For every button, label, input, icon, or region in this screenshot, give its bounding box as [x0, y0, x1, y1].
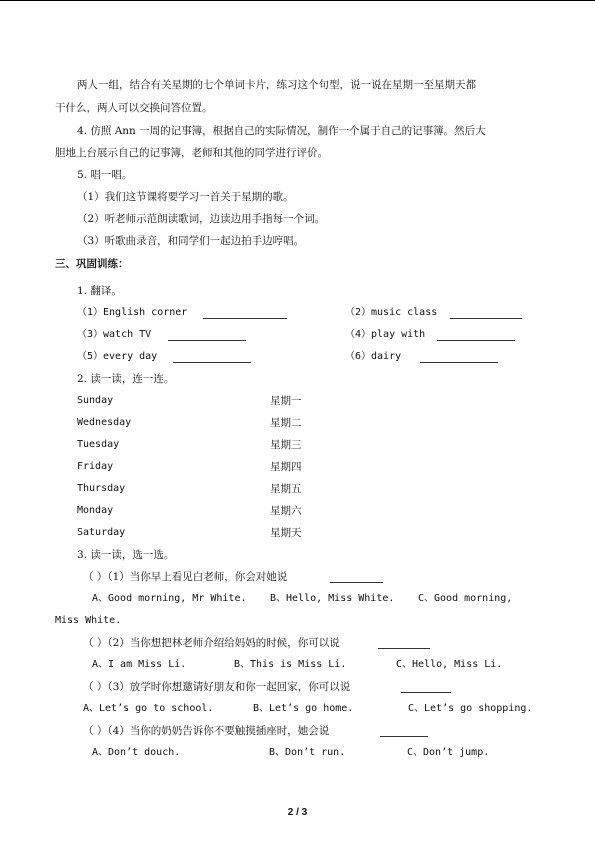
q3-question-3-stem: （ ）（3）放学时你想邀请好朋友和你一起回家，你可以说	[83, 681, 351, 693]
q3-question-2-option-b[interactable]: B、This is Miss Li.	[234, 659, 347, 670]
q1-title: 1. 翻译。	[77, 285, 122, 297]
q1-answer-blank-5[interactable]	[173, 362, 251, 363]
q2-word-thursday[interactable]: Thursday	[77, 483, 126, 494]
q3-question-2-stem: （ ）（2）当你想把林老师介绍给妈妈的时候，你可以说	[83, 637, 340, 649]
para-pair-work-line1: 两人一组，结合有关星期的七个单词卡片，练习这个句型，说一说在星期一至星期天都	[77, 79, 476, 91]
para-pair-work-line2: 干什么，两人可以交换问答位置。	[55, 102, 213, 114]
q1-item-6: （6）dairy	[345, 351, 402, 362]
q3-question-4-option-a[interactable]: A、Don’t douch.	[92, 747, 181, 758]
para-5-item-3: （3）听歌曲录音，和同学们一起边拍手边哼唱。	[77, 235, 305, 247]
q1-answer-blank-4[interactable]	[437, 340, 515, 341]
q3-question-3-option-c[interactable]: C、Let’s go shopping.	[408, 703, 533, 714]
q3-question-2-blank[interactable]	[378, 648, 430, 649]
q3-question-4-option-c[interactable]: C、Don’t jump.	[407, 747, 490, 758]
q3-question-3-blank[interactable]	[401, 692, 451, 693]
q2-word-wednesday[interactable]: Wednesday	[77, 417, 132, 428]
q1-item-5: （5）every day	[77, 351, 158, 362]
q1-item-2: （2）music class	[345, 307, 438, 318]
q3-question-1-option-c-wrap: Miss White.	[55, 615, 122, 626]
q2-word-sunday[interactable]: Sunday	[77, 395, 114, 406]
q2-word-tuesday[interactable]: Tuesday	[77, 439, 120, 450]
para-5-title: 5. 唱一唱。	[77, 169, 133, 181]
q3-question-2-option-a[interactable]: A、I am Miss Li.	[92, 659, 187, 670]
q1-answer-blank-3[interactable]	[168, 340, 246, 341]
q3-title: 3. 读一读，选一选。	[77, 549, 175, 561]
para-4-line1: 4. 仿照 Ann 一周的记事簿，根据自己的实际情况，制作一个属于自己的记事簿。然后大	[77, 125, 486, 137]
q3-question-1-option-c[interactable]: C、Good morning,	[418, 593, 513, 604]
q3-question-4-stem: （ ）（4）当你的奶奶告诉你不要触摸插座时，她会说	[83, 725, 330, 737]
q2-cn-monday[interactable]: 星期一	[270, 395, 302, 407]
q2-cn-thursday[interactable]: 星期四	[270, 461, 302, 473]
q3-question-1-option-a[interactable]: A、Good morning, Mr White.	[92, 593, 247, 604]
para-5-item-1: （1）我们这节课将要学习一首关于星期的歌。	[77, 191, 294, 203]
q3-question-3-option-b[interactable]: B、Let’s go home.	[253, 703, 354, 714]
q1-item-1: （1）English corner	[77, 307, 188, 318]
q1-item-3: （3）watch TV	[77, 329, 152, 340]
q2-word-friday[interactable]: Friday	[77, 461, 114, 472]
para-4-line2: 胆地上台展示自己的记事簿，老师和其他的同学进行评价。	[55, 147, 328, 159]
q2-cn-friday[interactable]: 星期五	[270, 483, 302, 495]
q3-question-4-option-b[interactable]: B、Don’t run.	[269, 747, 346, 758]
q2-cn-wednesday[interactable]: 星期三	[270, 439, 302, 451]
q2-word-monday[interactable]: Monday	[77, 505, 114, 516]
q2-cn-tuesday[interactable]: 星期二	[270, 417, 302, 429]
q3-question-4-blank[interactable]	[380, 736, 428, 737]
q1-answer-blank-2[interactable]	[450, 318, 522, 319]
q1-answer-blank-6[interactable]	[420, 362, 498, 363]
q2-title: 2. 读一读，连一连。	[77, 373, 175, 385]
header-rule	[0, 0, 595, 1]
q2-cn-saturday[interactable]: 星期六	[270, 505, 302, 517]
q3-question-1-blank[interactable]	[330, 582, 383, 583]
q3-question-3-option-a[interactable]: A、Let’s go to school.	[83, 703, 214, 714]
section-3-heading: 三、巩固训练：	[55, 258, 129, 270]
q2-cn-sunday[interactable]: 星期天	[270, 527, 302, 539]
page-number: 2 / 3	[287, 807, 308, 818]
q3-question-1-option-b[interactable]: B、Hello, Miss White.	[270, 593, 395, 604]
q1-item-4: （4）play with	[345, 329, 426, 340]
q3-question-1-stem: （ ）（1）当你早上看见白老师，你会对她说	[83, 571, 288, 583]
q2-word-saturday[interactable]: Saturday	[77, 527, 126, 538]
q3-question-2-option-c[interactable]: C、Hello, Miss Li.	[396, 659, 503, 670]
q1-answer-blank-1[interactable]	[203, 318, 287, 319]
para-5-item-2: （2）听老师示范朗读歌词，边读边用手指每一个词。	[77, 213, 326, 225]
